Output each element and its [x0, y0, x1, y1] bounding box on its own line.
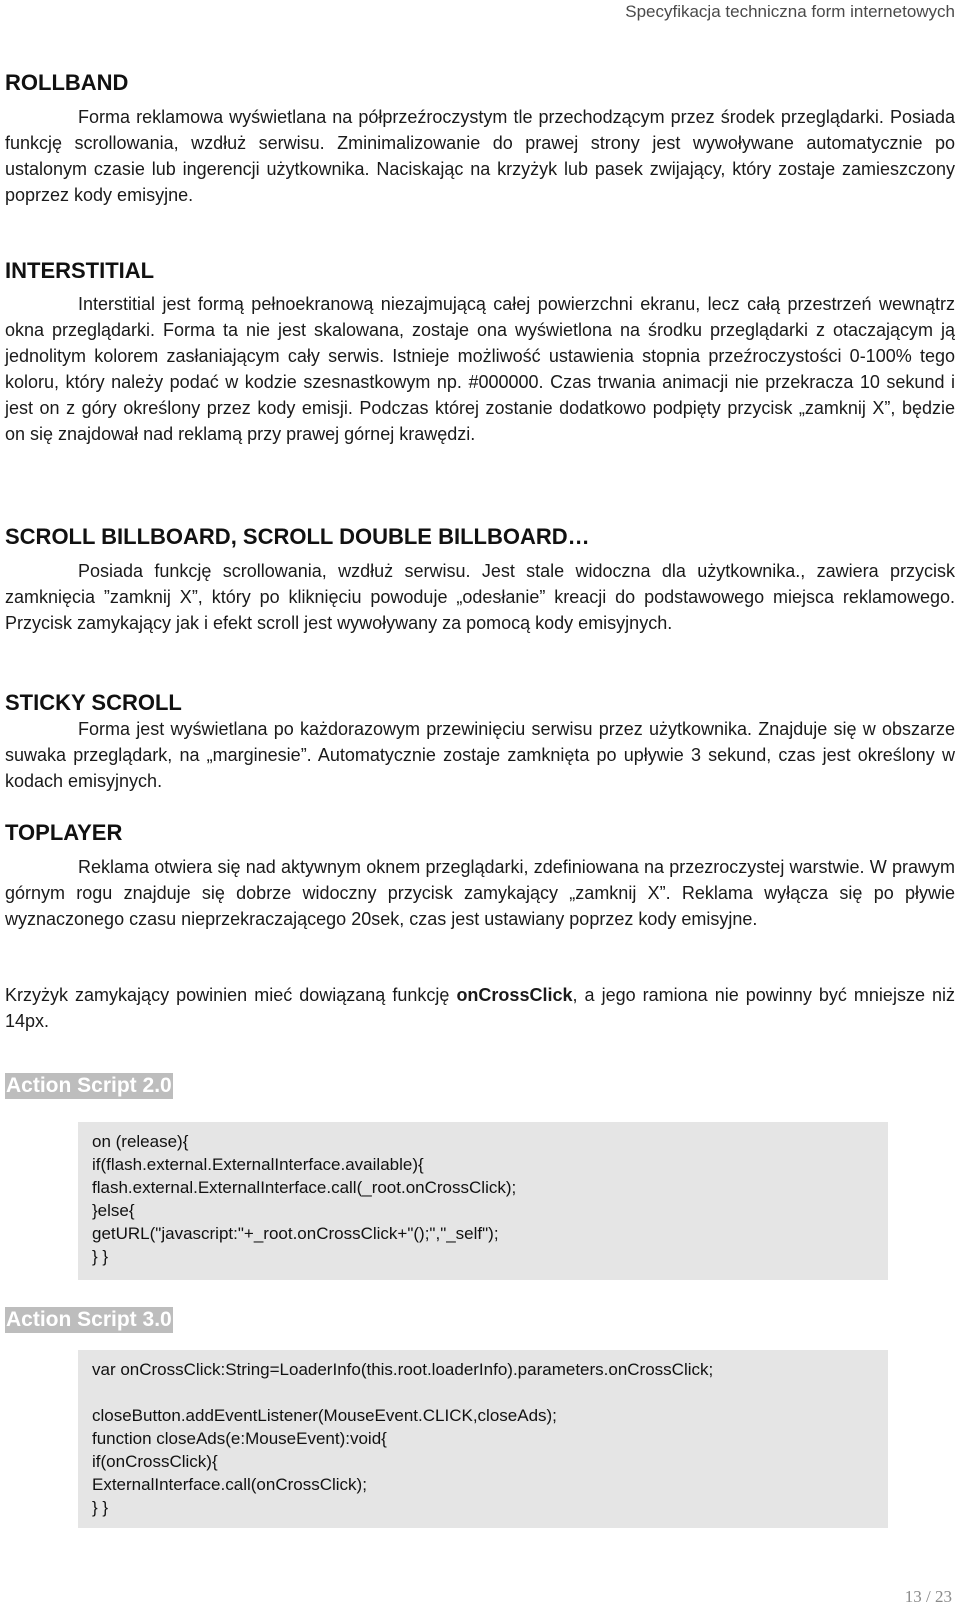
code-line: } } [92, 1247, 109, 1266]
code-line: flash.external.ExternalInterface.call(_root.onCrossClick); [92, 1178, 517, 1197]
crossclick-text-after: , a jego ramiona nie powinny być mniejsze niż 14px. [5, 985, 956, 1031]
crossclick-text-before: Krzyżyk zamykający powinien mieć dowiązaną funkcję [5, 985, 457, 1005]
code-line: } } [92, 1498, 109, 1517]
paragraph-sticky-scroll-text: Forma jest wyświetlana po każdorazowym przewinięciu serwisu przez użytkownika. Znajduje się w obszarze suwaka przeglądark, na „marginesie”. Automatycznie zostaje zamknięta po upływie 3 sekund, czas jest określony w kodach emisyjnych. [5, 719, 955, 791]
paragraph-toplayer [5, 854, 955, 932]
paragraph-interstitial [5, 291, 955, 447]
paragraph-crossclick [5, 982, 955, 1034]
code-block-as3 [78, 1350, 888, 1528]
crossclick-function-name: onCrossClick [456, 985, 573, 1005]
paragraph-interstitial-text: Interstitial jest formą pełnoekranową niezajmującą całej powierzchni ekranu, lecz całą przestrzeń wewnątrz okna przeglądarki. Forma ta nie jest skalowana, zostaje ona wyświetlona na środku przeglądarki z otaczającym ją jednolitym kolorem zasłaniającym cały serwis. Istnieje możliwość ustawienia stopnia przeźroczystości 0-100% tego koloru, który należy podać w kodzie szesnastkowym np. #000000. Czas trwania animacji nie przekracza 10 sekund i jest on z góry określony przez kody emisji. Podczas której zostanie dodatkowo podpięty przycisk „zamknij X”, będzie on się znajdował nad reklamą przy prawej górnej krawędzi. [5, 294, 955, 444]
paragraph-toplayer-text: Reklama otwiera się nad aktywnym oknem przeglądarki, zdefiniowana na przezroczystej warstwie. W prawym górnym rogu znajduje się dobrze widoczny przycisk zamykający „zamknij X”. Reklama wyłącza się po pływie wyznaczonego czasu nieprzekraczającego 20sek, czas jest ustawiany poprzez kody emisyjne. [5, 857, 955, 929]
code-line: ExternalInterface.call(onCrossClick); [92, 1475, 367, 1494]
paragraph-scroll-billboard-text: Posiada funkcję scrollowania, wzdłuż serwisu. Jest stale widoczna dla użytkownika., zawiera przycisk zamknięcia ”zamknij X”, który po kliknięciu powoduje „odesłanie” kreacji do podstawowego miejsca reklamowego. Przycisk zamykający jak i efekt scroll jest wywoływany za pomocą kody emisyjnych. [5, 561, 955, 633]
code-line: if(onCrossClick){ [92, 1452, 218, 1471]
heading-rollband: ROLLBAND [5, 70, 129, 95]
page-number: 13 / 23 [904, 1587, 952, 1606]
paragraph-scroll-billboard [5, 558, 955, 636]
code-line: closeButton.addEventListener(MouseEvent.CLICK,closeAds); [92, 1406, 557, 1425]
heading-toplayer: TOPLAYER [5, 820, 123, 845]
paragraph-sticky-scroll [5, 716, 955, 794]
code-line: var onCrossClick:String=LoaderInfo(this.root.loaderInfo).parameters.onCrossClick; [92, 1360, 714, 1379]
code-line [92, 1381, 874, 1404]
code-line: }else{ [92, 1201, 135, 1220]
heading-scroll-billboard: SCROLL BILLBOARD, SCROLL DOUBLE BILLBOARD… [5, 524, 590, 549]
code-line: getURL("javascript:"+_root.onCrossClick+"();","_self"); [92, 1224, 499, 1243]
heading-interstitial: INTERSTITIAL [5, 258, 155, 283]
label-action-script-2: Action Script 2.0 [6, 1074, 172, 1097]
page-header-title: Specyfikacja techniczna form internetowych [625, 2, 955, 21]
code-block-as2 [78, 1122, 888, 1280]
code-line: on (release){ [92, 1132, 189, 1151]
paragraph-rollband [5, 104, 955, 208]
label-action-script-3: Action Script 3.0 [6, 1308, 172, 1331]
code-line: function closeAds(e:MouseEvent):void{ [92, 1429, 387, 1448]
paragraph-rollband-text: Forma reklamowa wyświetlana na półprzeźroczystym tle przechodzącym przez środek przeglądarki. Posiada funkcję scrollowania, wzdłuż serwisu. Zminimalizowanie do prawej strony jest wywoływane automatycznie po ustalonym czasie lub ingerencji użytkownika. Naciskając na krzyżyk lub pasek zwijający, który zostaje zamieszczony poprzez kody emisyjne. [5, 107, 955, 205]
heading-sticky-scroll: STICKY SCROLL [5, 690, 182, 715]
code-line: if(flash.external.ExternalInterface.available){ [92, 1155, 424, 1174]
